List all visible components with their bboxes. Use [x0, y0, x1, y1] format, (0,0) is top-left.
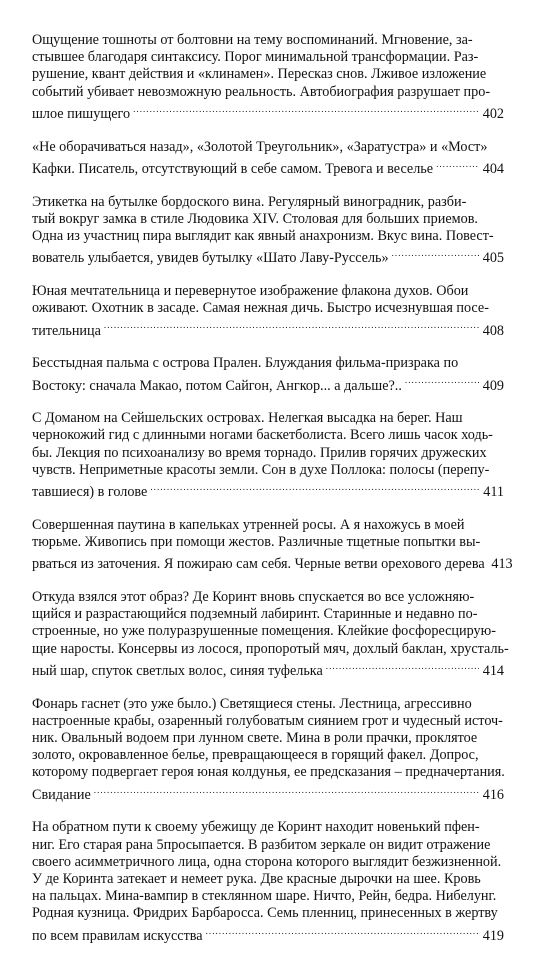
dot-leader: [94, 782, 479, 799]
entry-line: Фонарь гаснет (это уже было.) Светящиеся стены. Лестница, агрессивно: [32, 695, 472, 712]
dot-leader: [133, 101, 479, 118]
toc-entry: [32, 516, 513, 574]
entry-line: рушение, квант действия и «клинамен». Пересказ снов. Лживое изложение: [32, 66, 487, 83]
entry-line: оживают. Охотник в засаде. Самая нежная дичь. Быстро исчезнувшая посе-: [32, 300, 489, 317]
entry-line: рваться из заточения. Я пожираю сам себя. Черные ветви орехового дерева: [32, 556, 485, 573]
page-number: 402: [482, 106, 504, 122]
page-number: 419: [482, 927, 504, 944]
page-number: 409: [482, 377, 504, 394]
entry-last-line: [32, 479, 504, 501]
toc-entry: [32, 588, 509, 680]
entry-last-line: [32, 372, 504, 394]
entry-line: своего асимметричного лица, одна сторона которого выглядит безжизненной.: [32, 853, 502, 870]
entry-line: У де Коринта затекает и немеет рука. Две красные дырочки на шее. Кровь: [32, 870, 481, 887]
entry-line: по всем правилам искусства: [32, 927, 203, 944]
page-number: 414: [482, 662, 504, 679]
dot-leader: [104, 317, 479, 334]
entry-last-line: [32, 551, 513, 573]
entry-line: событий убивает невозможную реальность. Автобиография разрушает про-: [32, 83, 491, 100]
entry-line: золото, окровавленное белье, превращающееся в горящий факел. Допрос,: [32, 747, 479, 764]
page-number: 411: [483, 484, 504, 501]
entry-last-line: [32, 156, 504, 178]
entry-line: Востоку: сначала Макао, потом Сайгон, Ангкор... а дальше?..: [32, 377, 402, 394]
entry-last-line: [32, 782, 504, 804]
entry-line: Этикетка на бутылке бордоского вина. Регулярный виноградник, разби-: [32, 193, 467, 210]
entry-line: «Не оборачиваться назад», «Золотой Треугольник», «Заратустра» и «Мост»: [32, 138, 488, 155]
entry-line: тюрьме. Живопись при помощи жестов. Различные тщетные попытки вы-: [32, 533, 481, 550]
entry-line: строенные, но уже полуразрушенные помещения. Клейкие фосфоресцирую-: [32, 623, 496, 640]
toc-entry: [32, 696, 504, 804]
dot-leader: [206, 923, 479, 940]
entry-line: тительница: [32, 322, 101, 339]
entry-line: на пальцах. Мина-вампир в стеклянном шаре. Ничто, Рейн, бедра. Нибелунг.: [32, 888, 497, 905]
entry-line: С Доманом на Сейшельских островах. Нелегкая высадка на берег. Наш: [32, 410, 463, 427]
entry-line: Ощущение тошноты от болтовни на тему воспоминаний. Мгновение, за-: [32, 32, 473, 48]
toc-entry: [32, 283, 504, 340]
entry-line: Свидание: [32, 786, 91, 803]
entry-line: бы. Лекция по психоанализу во время торнадо. Прилив горячих дружеских: [32, 444, 487, 461]
page-number: 404: [482, 160, 504, 177]
entry-line: Одна из участниц пира выглядит как явный анахронизм. Вкус вина. Повест-: [32, 227, 494, 244]
entry-last-line: [32, 658, 504, 680]
page-number: 413: [491, 556, 513, 573]
entry-line: стывшее благодаря синтаксису. Порог минимальной трансформации. Раз-: [32, 49, 479, 66]
entry-line: ниг. Его старая рана 5просыпается. В разбитом зеркале он видит отражение: [32, 836, 491, 853]
entry-last-line: [32, 317, 504, 339]
entry-line: настроенные крабы, озаренный голубоватым сиянием грот и чудесный источ-: [32, 712, 503, 729]
dot-leader: [150, 479, 479, 496]
dot-leader: [326, 658, 479, 675]
entry-line: которому подвергает героя юная колдунья, ее предсказания – предначертания.: [32, 764, 505, 781]
toc-entry: [32, 819, 504, 945]
table-of-contents: [32, 32, 513, 960]
entry-line: Юная мечтательница и перевернутое изображение флакона духов. Обои: [32, 282, 469, 299]
entry-line: ник. Овальный водоем при лунном свете. Мина в роли прачки, проклятое: [32, 729, 478, 746]
entry-line: Откуда взялся этот образ? Де Коринт вновь спускается во все усложняю-: [32, 588, 475, 605]
entry-last-line: [32, 245, 504, 267]
entry-line: вователь улыбается, увидев бутылку «Шато Лаву-Руссель»: [32, 250, 389, 267]
dot-leader: [436, 156, 479, 173]
toc-entry: [32, 32, 504, 123]
toc-entry: [32, 139, 504, 179]
entry-line: Бесстыдная пальма с острова Прален. Блуждания фильма-призрака по: [32, 355, 459, 372]
entry-last-line: [32, 923, 504, 945]
dot-leader: [392, 245, 479, 262]
entry-line: тавшиеся) в голове: [32, 484, 148, 501]
entry-line: щие наросты. Консервы из лосося, пропоротый мяч, дохлый баклан, хрусталь-: [32, 640, 509, 657]
toc-entry: [32, 194, 504, 268]
entry-line: Совершенная паутина в капельках утренней росы. А я нахожусь в моей: [32, 516, 465, 533]
page-number: 408: [482, 322, 504, 339]
entry-line: тый вокруг замка в стиле Людовика XIV. Столовая для больших приемов.: [32, 210, 478, 227]
entry-line: щийся и разрастающийся подземный лабиринт. Старинные и недавно по-: [32, 606, 478, 623]
entry-last-line: [32, 101, 504, 123]
entry-line: Родная кузница. Фридрих Барбаросса. Семь пленниц, принесенных в жертву: [32, 905, 498, 922]
toc-entry: [32, 355, 504, 395]
dot-leader: [405, 372, 479, 389]
entry-line: ный шар, спуток светлых волос, синяя туфелька: [32, 662, 323, 679]
entry-line: Кафки. Писатель, отсутствующий в себе самом. Тревога и веселье: [32, 160, 434, 177]
entry-line: чувств. Неприметные красоты земли. Сон в духе Поллока: полосы (перепу-: [32, 461, 490, 478]
toc-entry: [32, 410, 504, 501]
entry-line: На обратном пути к своему убежищу де Коринт находит новенький пфен-: [32, 819, 480, 836]
page-number: 405: [482, 250, 504, 267]
entry-line: чернокожий гид с длинными ногами баскетболиста. Всего лишь часок ходь-: [32, 427, 493, 444]
entry-line: шлое пишущего: [32, 106, 131, 122]
page-number: 416: [482, 786, 504, 803]
